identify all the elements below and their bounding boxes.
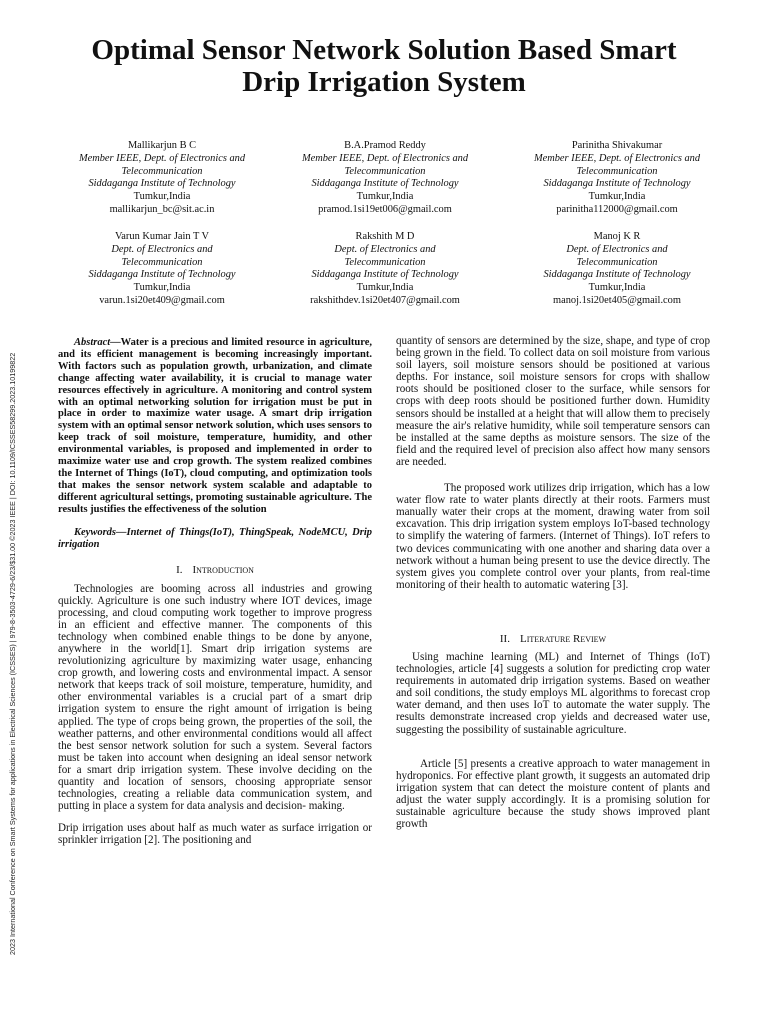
section-number: I. (176, 564, 183, 577)
left-column (58, 337, 372, 846)
author-affiliation: Member IEEE, Dept. of Electronics and (301, 152, 469, 164)
author-institution: Siddaganga Institute of Technology (543, 269, 691, 281)
author-affiliation: Telecommunication (576, 165, 658, 177)
author-institution: Siddaganga Institute of Technology (88, 178, 236, 190)
section-title: Literature Review (519, 632, 607, 645)
paper-title (40, 34, 728, 98)
author-block (270, 140, 500, 217)
author-location: Tumkur,India (133, 191, 191, 203)
author-email: mallikarjun_bc@sit.ac.in (109, 203, 215, 215)
author-institution: Siddaganga Institute of Technology (88, 269, 236, 281)
author-affiliation: Dept. of Electronics and (111, 243, 213, 255)
body-paragraph: Drip irrigation uses about half as much water as surface irrigation or sprinkler irrigation [2]. The positioning and (58, 822, 372, 847)
author-email: pramod.1si19et006@gmail.com (318, 203, 452, 215)
author-affiliation: Telecommunication (576, 256, 658, 268)
body-paragraph: The proposed work utilizes drip irrigation, which has a low water flow rate to water plants directly at their roots. Farmers must manually water their crops at the moment, drawing water from soil excavation. This drip irrigation system employs IoT-based technology to simplify the watering of farmers. (Internet of Things). IoT refers to two devices communicating with one another and sharing data over a network without a human being present to use the device directly. The system gives you complete control over your plants, from real-time monitoring of their health to automatic watering [3]. (396, 482, 710, 591)
author-affiliation: Dept. of Electronics and (334, 243, 436, 255)
author-email: manoj.1si20et405@gmail.com (553, 294, 681, 306)
abstract-text: —Water is a precious and limited resource in agriculture, and its efficient management is becoming increasingly important. With factors such as population growth, urbanization, and climate change affecting water availability, it is crucial to manage water resources effectively in agriculture. A monitoring and control system with an optimal networking solution for irrigation must be put in place in order to maximize water usage. A smart drip irrigation system with an optimal sensor network solution, which uses sensors to keep track of soil moisture, temperature, humidity, and other environmental variables, is proposed and implemented in order to maximize water use and crop growth. The system realized combines the Internet of Things (IoT), cloud computing, and optimization tools that makes the sensor network system scalable and adaptable to different agricultural settings, promoting sustainable agriculture. The results justifies the effectiveness of the solution (58, 337, 372, 515)
author-name: Manoj K R (593, 231, 641, 242)
body-paragraph: Using machine learning (ML) and Internet of Things (IoT) technologies, article [4] suggests a solution for predicting crop water requirements in automated drip irrigation systems. Based on weather and soil conditions, the study employs ML algorithms to forecast crop water demand, and then uses IoT to automate the water supply. The results demonstrate increased crop yields and decreased water use, suggesting the possibility of sustainable agriculture. (396, 650, 710, 736)
author-affiliation: Telecommunication (121, 256, 203, 268)
title-line-2: Drip Irrigation System (242, 66, 526, 98)
author-name: Varun Kumar Jain T V (114, 231, 210, 242)
author-block (270, 231, 500, 308)
author-email: rakshithdev.1si20et407@gmail.com (310, 294, 460, 306)
author-block (47, 140, 277, 217)
section-heading-literature-review (396, 633, 710, 645)
body-paragraph: Technologies are booming across all industries and growing quickly. Agriculture is one such industry where IOT devices, image processing, and cloud computing work together to improve progress in an efficient and effective manner. The components of this technology when combined enable things to be done by anyone, anywhere in the world[1]. Smart drip irrigation systems are revolutionizing agriculture by maximizing water usage, enhancing crop growth, and lowering costs and environmental impact. A sensor network that keeps track of soil moisture, temperature, humidity, and other environmental variables is a crucial part of a smart drip irrigation system to ensure the right amount of irrigation is being applied. The type of crops being grown, the properties of the soil, the weather patterns, and other environmental conditions would all affect the best sensor network solution for such a system. Several factors must be taken into account when designing an ideal sensor network for a smart drip irrigation system. These involve deciding on the quantity and location of sensors, choosing appropriate sensor technologies, creating a reliable data communication system, and putting in place a system for data analysis and decision- making. (58, 582, 372, 813)
author-block (502, 231, 732, 308)
publication-sidebar-text: 2023 International Conference on Smart Systems for applications in Electrical Sciences (ICSSES) | 979-8-3503-4729-6/23/$31.00 ©2023 IEEE | DOI: 10.1109/ICSSES58299.2023.10199822 (8, 352, 17, 955)
author-location: Tumkur,India (133, 282, 191, 294)
author-email: varun.1si20et409@gmail.com (99, 294, 225, 306)
author-location: Tumkur,India (356, 282, 414, 294)
author-institution: Siddaganga Institute of Technology (311, 178, 459, 190)
author-institution: Siddaganga Institute of Technology (311, 269, 459, 281)
author-affiliation: Dept. of Electronics and (566, 243, 668, 255)
section-heading-introduction (58, 564, 372, 576)
author-affiliation: Member IEEE, Dept. of Electronics and (78, 152, 246, 164)
author-location: Tumkur,India (356, 191, 414, 203)
right-column (396, 335, 710, 830)
author-affiliation: Telecommunication (344, 165, 426, 177)
author-location: Tumkur,India (588, 191, 646, 203)
section-number: II. (499, 632, 510, 645)
abstract-lead: Abstract (74, 337, 111, 348)
keywords: Keywords—Internet of Things(IoT), ThingSpeak, NodeMCU, Drip irrigation (58, 526, 372, 550)
title-line-1: Optimal Sensor Network Solution Based Smart (91, 34, 677, 66)
publication-sidebar (6, 215, 20, 955)
abstract (58, 337, 372, 516)
author-institution: Siddaganga Institute of Technology (543, 178, 691, 190)
author-affiliation: Telecommunication (121, 165, 203, 177)
author-location: Tumkur,India (588, 282, 646, 294)
author-email: parinitha112000@gmail.com (556, 203, 678, 215)
author-block (47, 231, 277, 308)
body-paragraph: quantity of sensors are determined by the size, shape, and type of crop being grown in the field. To collect data on soil moisture from various soil layers, soil moisture sensors should be positioned at various depths. For instance, soil moisture sensors for crops with shallow roots should be positioned closer to the surface, while sensors for crops with deep roots should be positioned further down. Humidity sensors should be installed at a height that will allow them to precisely measure the air's relative humidity, while soil temperature sensors can be installed at the same depths as moisture sensors. The size of the field and the required level of precision also affect how many sensors are needed. (396, 335, 710, 468)
author-affiliation: Telecommunication (344, 256, 426, 268)
section-title: Introduction (192, 564, 254, 577)
author-name: Rakshith M D (355, 231, 415, 242)
body-paragraph: Article [5] presents a creative approach to water management in hydroponics. For effective plant growth, it suggests an automated drip irrigation system that can detect the moisture content of plants and adjust the water supply accordingly. It is a promising solution for sustainable agriculture because the study shows improved plant growth (396, 757, 710, 831)
author-affiliation: Member IEEE, Dept. of Electronics and (533, 152, 701, 164)
author-name: B.A.Pramod Reddy (344, 140, 426, 151)
author-block (502, 140, 732, 217)
author-name: Mallikarjun B C (127, 140, 197, 151)
author-name: Parinitha Shivakumar (571, 140, 663, 151)
